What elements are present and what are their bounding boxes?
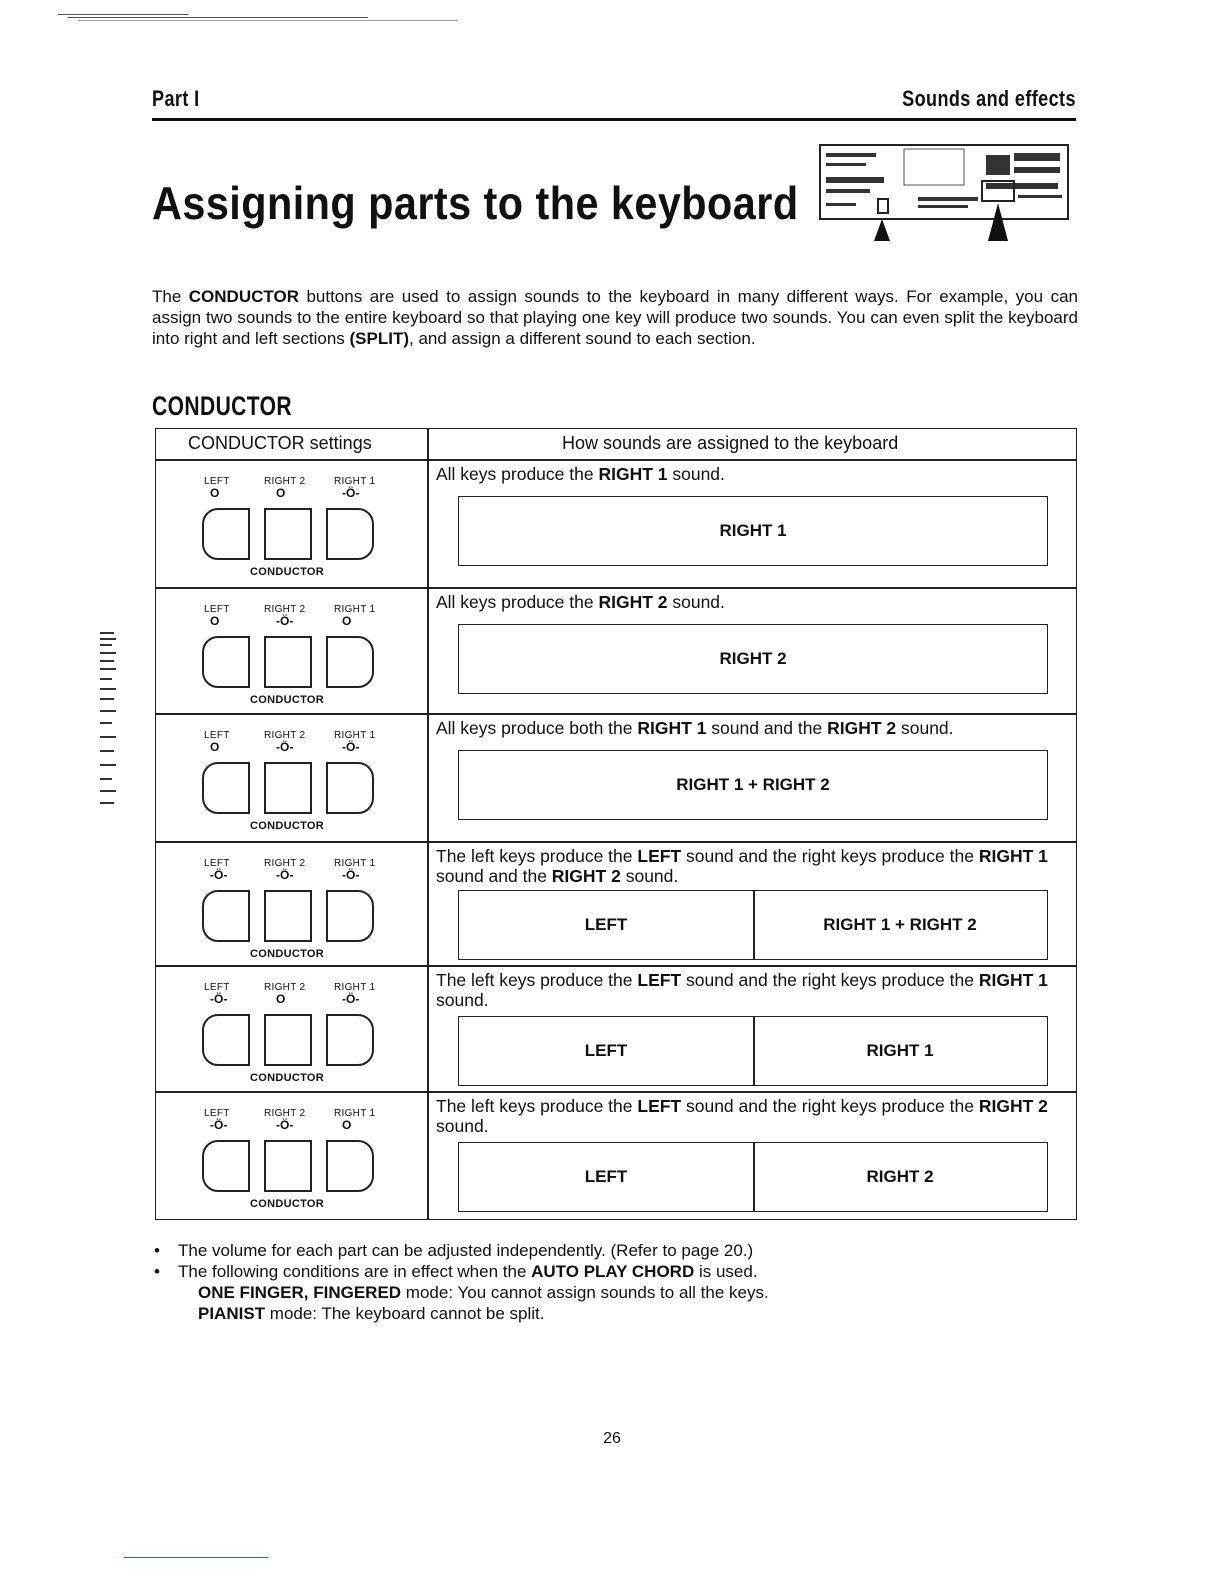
section-label: Sounds and effects [902,86,1076,111]
conductor-button-group: LEFT RIGHT 2 RIGHT 1 O O -Ö- CONDUCTOR [204,476,376,578]
left-button [202,1014,250,1066]
keyboard-panel-illustration [818,143,1070,241]
keyboard-diagram: RIGHT 1 + RIGHT 2 [458,750,1048,820]
table-row [156,714,1076,841]
lamp-icon: O [210,486,220,500]
right2-button [264,762,312,814]
conductor-button-group: LEFT RIGHT 2 RIGHT 1 O -Ö- O CONDUCTOR [204,604,376,706]
lamp-icon: -Ö- [342,740,360,754]
conductor-button-group: LEFT RIGHT 2 RIGHT 1 O -Ö- -Ö- CONDUCTOR [204,730,376,832]
row-description: The left keys produce the LEFT sound and the right keys produce the RIGHT 1 sound and the RIGHT 2 sound. [436,846,1048,886]
lamp-icon: -Ö- [276,740,294,754]
conductor-heading: CONDUCTOR [152,391,293,421]
keyboard-diagram: RIGHT 2 [458,624,1048,694]
lamp-icon: O [342,1118,352,1132]
row-description: All keys produce the RIGHT 2 sound. [436,592,725,612]
list-item: ONE FINGER, FINGERED mode: You cannot assign sounds to all the keys. [198,1283,769,1302]
lamp-icon: -Ö- [342,486,360,500]
keyboard-diagram: LEFT RIGHT 2 [458,1142,1048,1212]
list-item: PIANIST mode: The keyboard cannot be split. [198,1304,545,1323]
conductor-table [155,428,1077,1220]
table-row [156,966,1076,1091]
table-row [156,588,1076,713]
row-description: The left keys produce the LEFT sound and the right keys produce the RIGHT 1 sound. [436,970,1048,1010]
lamp-icon: -Ö- [210,992,228,1006]
lamp-icon: -Ö- [276,1118,294,1132]
list-item: • The volume for each part can be adjusted independently. (Refer to page 20.) [154,1241,754,1260]
part-label: Part I [152,86,200,111]
lamp-icon: O [210,740,220,754]
row-description: All keys produce both the RIGHT 1 sound and the RIGHT 2 sound. [436,718,954,738]
page-header [152,86,1076,118]
right2-button [264,636,312,688]
lamp-icon: -Ö- [276,868,294,882]
right2-button [264,890,312,942]
lamp-icon: -Ö- [210,868,228,882]
lamp-icon: -Ö- [210,1118,228,1132]
table-row [156,1092,1076,1219]
table-row [156,460,1076,587]
right1-button [326,1014,374,1066]
lamp-icon: O [210,614,220,628]
page-title: Assigning parts to the keyboard [152,177,799,229]
lamp-icon: -Ö- [342,868,360,882]
arrow-icon [874,219,890,241]
conductor-button-group: LEFT RIGHT 2 RIGHT 1 -Ö- -Ö- O CONDUCTOR [204,1108,376,1210]
right1-button [326,762,374,814]
lamp-icon: O [342,614,352,628]
row-description: All keys produce the RIGHT 1 sound. [436,464,725,484]
table-row [156,842,1076,965]
left-button [202,636,250,688]
right2-button [264,1140,312,1192]
list-item: • The following conditions are in effect when the AUTO PLAY CHORD is used. [154,1262,758,1281]
keyboard-diagram: LEFT RIGHT 1 + RIGHT 2 [458,890,1048,960]
keyboard-diagram: LEFT RIGHT 1 [458,1016,1048,1086]
lamp-icon: -Ö- [276,614,294,628]
lamp-icon: O [276,992,286,1006]
left-button [202,762,250,814]
right1-button [326,1140,374,1192]
left-button [202,890,250,942]
scan-artifact-lines [58,14,448,24]
header-rule [152,118,1076,121]
lamp-icon: O [276,486,286,500]
right2-button [264,508,312,560]
column-header-assignment: How sounds are assigned to the keyboard [562,433,899,453]
left-button [202,508,250,560]
arrow-icon [988,203,1008,241]
row-description: The left keys produce the LEFT sound and the right keys produce the RIGHT 2 sound. [436,1096,1048,1136]
right1-button [326,890,374,942]
right2-button [264,1014,312,1066]
conductor-button-group: LEFT RIGHT 2 RIGHT 1 -Ö- O -Ö- CONDUCTOR [204,982,376,1084]
right1-button [326,508,374,560]
keyboard-diagram: RIGHT 1 [458,496,1048,566]
page-number: 26 [603,1430,621,1447]
margin-scan-marks [100,632,116,812]
link-underline [124,1557,268,1558]
lamp-icon: -Ö- [342,992,360,1006]
notes-list [152,1240,769,1324]
right1-button [326,636,374,688]
left-button [202,1140,250,1192]
column-header-settings: CONDUCTOR settings [188,433,372,453]
conductor-button-group: LEFT RIGHT 2 RIGHT 1 -Ö- -Ö- -Ö- CONDUCTOR [204,858,376,960]
intro-paragraph: The CONDUCTOR buttons are used to assign sounds to the keyboard in many different ways. For example, you can assign two sounds to the entire keyboard so that playing one key will produce two sounds. You can even split the keyboard into right and left sections (SPLIT), and assign a different sound to each section. [152,287,1078,348]
